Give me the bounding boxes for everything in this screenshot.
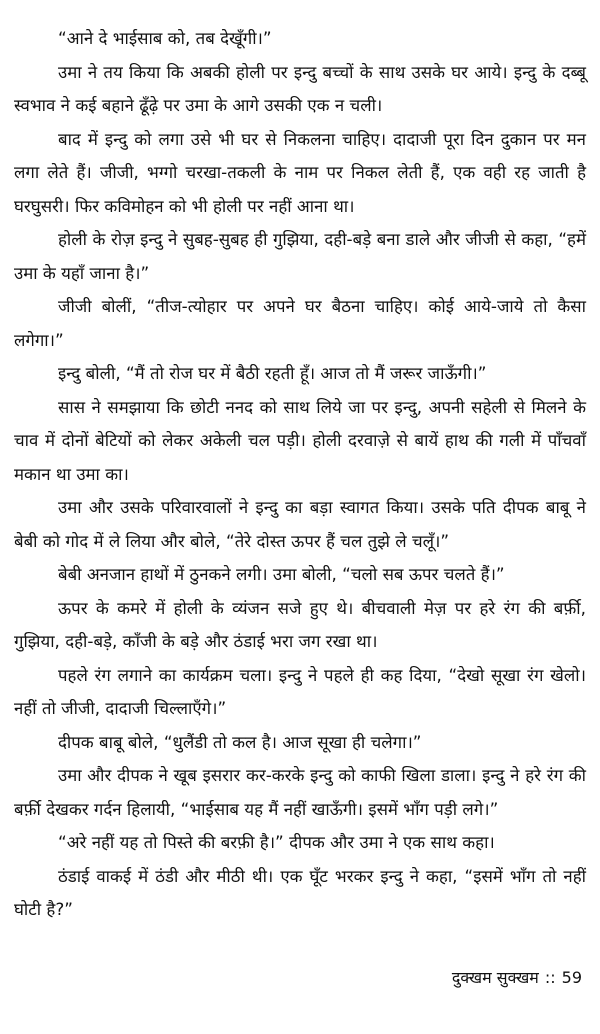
book-page-body (14, 22, 586, 927)
page-footer (452, 966, 582, 990)
paragraph: इन्दु बोली, “मैं तो रोज घर में बैठी रहती हूँ। आज तो मैं जरूर जाऊँगी।” (58, 363, 487, 383)
paragraph: उमा और उसके परिवारवालों ने इन्दु का बड़ा स्वागत किया। उसके पति दीपक बाबू ने बेबी को गोद में ले लिया और बोले, “तेरे दोस्त ऊपर हैं चल तुझे ले चलूँ।” (14, 497, 586, 551)
page-number: 59 (561, 968, 582, 987)
paragraph: जीजी बोलीं, “तीज-त्योहार पर अपने घर बैठना चाहिए। कोई आये-जाये तो कैसा लगेगा।” (14, 296, 586, 350)
paragraph: “आने दे भाईसाब को, तब देखूँगी।” (58, 28, 272, 48)
paragraph: ठंडाई वाकई में ठंडी और मीठी थी। एक घूँट भरकर इन्दु ने कहा, “इसमें भाँग तो नहीं घोटी है?” (14, 865, 586, 919)
paragraph: होली के रोज़ इन्दु ने सुबह-सुबह ही गुझिया, दही-बड़े बना डाले और जीजी से कहा, “हमें उमा के यहाँ जाना है।” (14, 229, 586, 283)
paragraph: ऊपर के कमरे में होली के व्यंजन सजे हुए थे। बीचवाली मेज़ पर हरे रंग की बर्फ़ी, गुझिया, दही-बड़े, काँजी के बड़े और ठंडाई भरा जग रखा था। (14, 597, 586, 651)
book-title: दुक्खम सुक्खम (451, 968, 539, 987)
paragraph: “अरे नहीं यह तो पिस्ते की बरफ़ी है।” दीपक और उमा ने एक साथ कहा। (58, 832, 495, 852)
paragraph: उमा ने तय किया कि अबकी होली पर इन्दु बच्चों के साथ उसके घर आये। इन्दु के दब्बू स्वभाव ने कई बहाने ढूँढ़े पर उमा के आगे उसकी एक न चली। (14, 61, 586, 115)
paragraph: दीपक बाबू बोले, “धुलैंडी तो कल है। आज सूखा ही चलेगा।” (58, 731, 422, 752)
paragraph: उमा और दीपक ने खूब इसरार कर-करके इन्दु को काफी खिला डाला। इन्दु ने हरे रंग की बर्फ़ी देखकर गर्दन हिलायी, “भाईसाब यह मैं नहीं खाऊँगी। इसमें भाँग पड़ी लगे।” (14, 765, 586, 819)
paragraph: सास ने समझाया कि छोटी ननद को साथ लिये जा पर इन्दु, अपनी सहेली से मिलने के चाव में दोनों बेटियों को लेकर अकेली चल पड़ी। होली दरवाज़े से बायें हाथ की गली में पाँचवाँ मकान था उमा का। (14, 396, 586, 484)
paragraph: पहले रंग लगाने का कार्यक्रम चला। इन्दु ने पहले ही कह दिया, “देखो सूखा रंग खेलो। नहीं तो जीजी, दादाजी चिल्लाएँगे।” (14, 664, 586, 718)
footer-separator: :: (544, 968, 556, 987)
paragraph: बाद में इन्दु को लगा उसे भी घर से निकलना चाहिए। दादाजी पूरा दिन दुकान पर मन लगा लेते हैं। जीजी, भग्गो चरखा-तकली के नाम पर निकल लेती हैं, एक वही रह जाती है घरघुसरी। फिर कविमोहन को भी होली पर नहीं आना था। (14, 128, 586, 216)
paragraph: बेबी अनजान हाथों में ठुनकने लगी। उमा बोली, “चलो सब ऊपर चलते हैं।” (58, 564, 505, 584)
